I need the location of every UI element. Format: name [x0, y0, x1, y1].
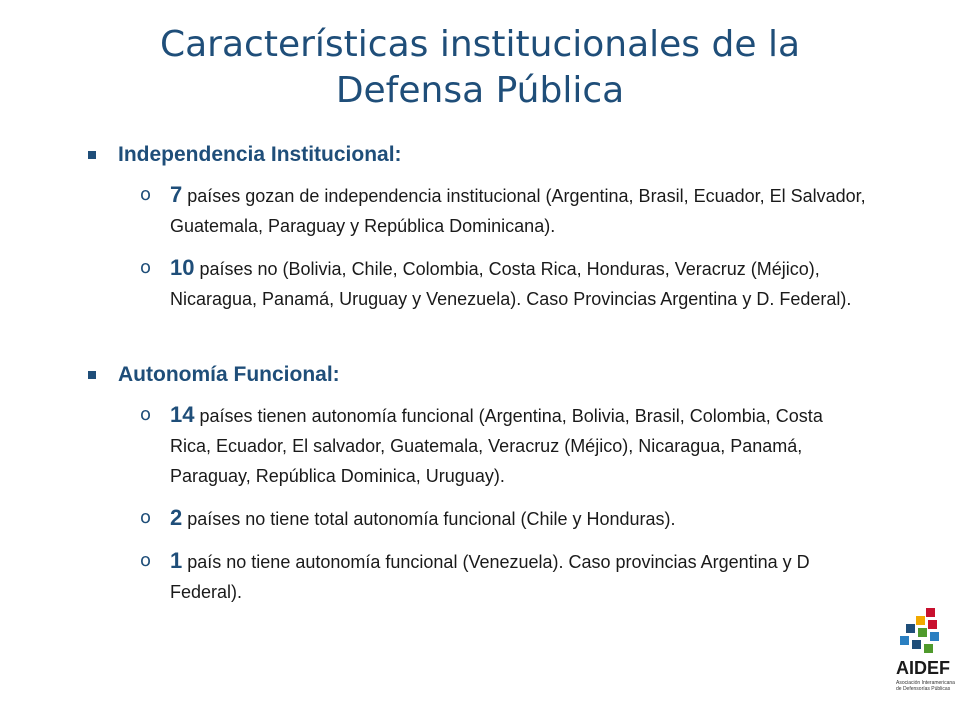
item-body: países tienen autonomía funcional (Argentina, Bolivia, Brasil, Colombia, Costa Rica, Ecuador, El salvador, Guatemala, Veracruz (Méjico), Nicaragua, Panamá, Paraguay, República Dominica, Uruguay). [170, 406, 823, 486]
item-number: 2 [170, 505, 183, 530]
item-text [170, 180, 868, 241]
section-heading [88, 360, 868, 390]
section-heading-text: Independencia Institucional: [118, 143, 402, 166]
title-line-2: Defensa Pública [335, 70, 625, 111]
circle-bullet-icon: o [140, 507, 152, 528]
logo-subtitle: Asociación Interamericana de Defensorías Públicas [896, 680, 955, 692]
item-body: países no (Bolivia, Chile, Colombia, Costa Rica, Honduras, Veracruz (Méjico), Nicaragua, Panamá, Uruguay y Venezuela). Caso Provincias Argentina y D. Federal). [170, 259, 852, 309]
aidef-mosaic-icon [888, 600, 958, 660]
square-bullet-icon [88, 151, 96, 159]
item-number: 7 [170, 182, 183, 207]
section-autonomia [88, 360, 868, 607]
section-spacer [88, 326, 868, 360]
aidef-logo [888, 600, 958, 710]
item-text [170, 253, 868, 314]
list-item [140, 400, 868, 491]
section-heading-text: Autonomía Funcional: [118, 363, 340, 386]
item-list [140, 180, 868, 314]
item-text [170, 400, 868, 491]
item-body: país no tiene autonomía funcional (Venezuela). Caso provincias Argentina y D Federal). [170, 552, 810, 602]
logo-brand-text: AIDEF [896, 658, 950, 678]
section-independencia [88, 140, 868, 314]
item-list [140, 400, 868, 607]
title-line-1: Características institucionales de la [159, 24, 801, 65]
section-heading [88, 140, 868, 170]
circle-bullet-icon: o [140, 550, 152, 571]
item-number: 1 [170, 548, 183, 573]
item-text [170, 503, 676, 534]
item-body: países gozan de independencia institucional (Argentina, Brasil, Ecuador, El Salvador, Guatemala, Paraguay y República Dominicana). [170, 186, 866, 236]
slide-content [88, 140, 868, 619]
list-item [140, 253, 868, 314]
item-text [170, 546, 868, 607]
item-number: 10 [170, 255, 195, 280]
circle-bullet-icon: o [140, 257, 152, 278]
item-number: 14 [170, 402, 195, 427]
circle-bullet-icon: o [140, 184, 152, 205]
list-item [140, 546, 868, 607]
list-item [140, 503, 868, 534]
item-body: países no tiene total autonomía funcional (Chile y Honduras). [182, 509, 676, 529]
slide-title [0, 22, 960, 114]
list-item [140, 180, 868, 241]
square-bullet-icon [88, 371, 96, 379]
circle-bullet-icon: o [140, 404, 152, 425]
